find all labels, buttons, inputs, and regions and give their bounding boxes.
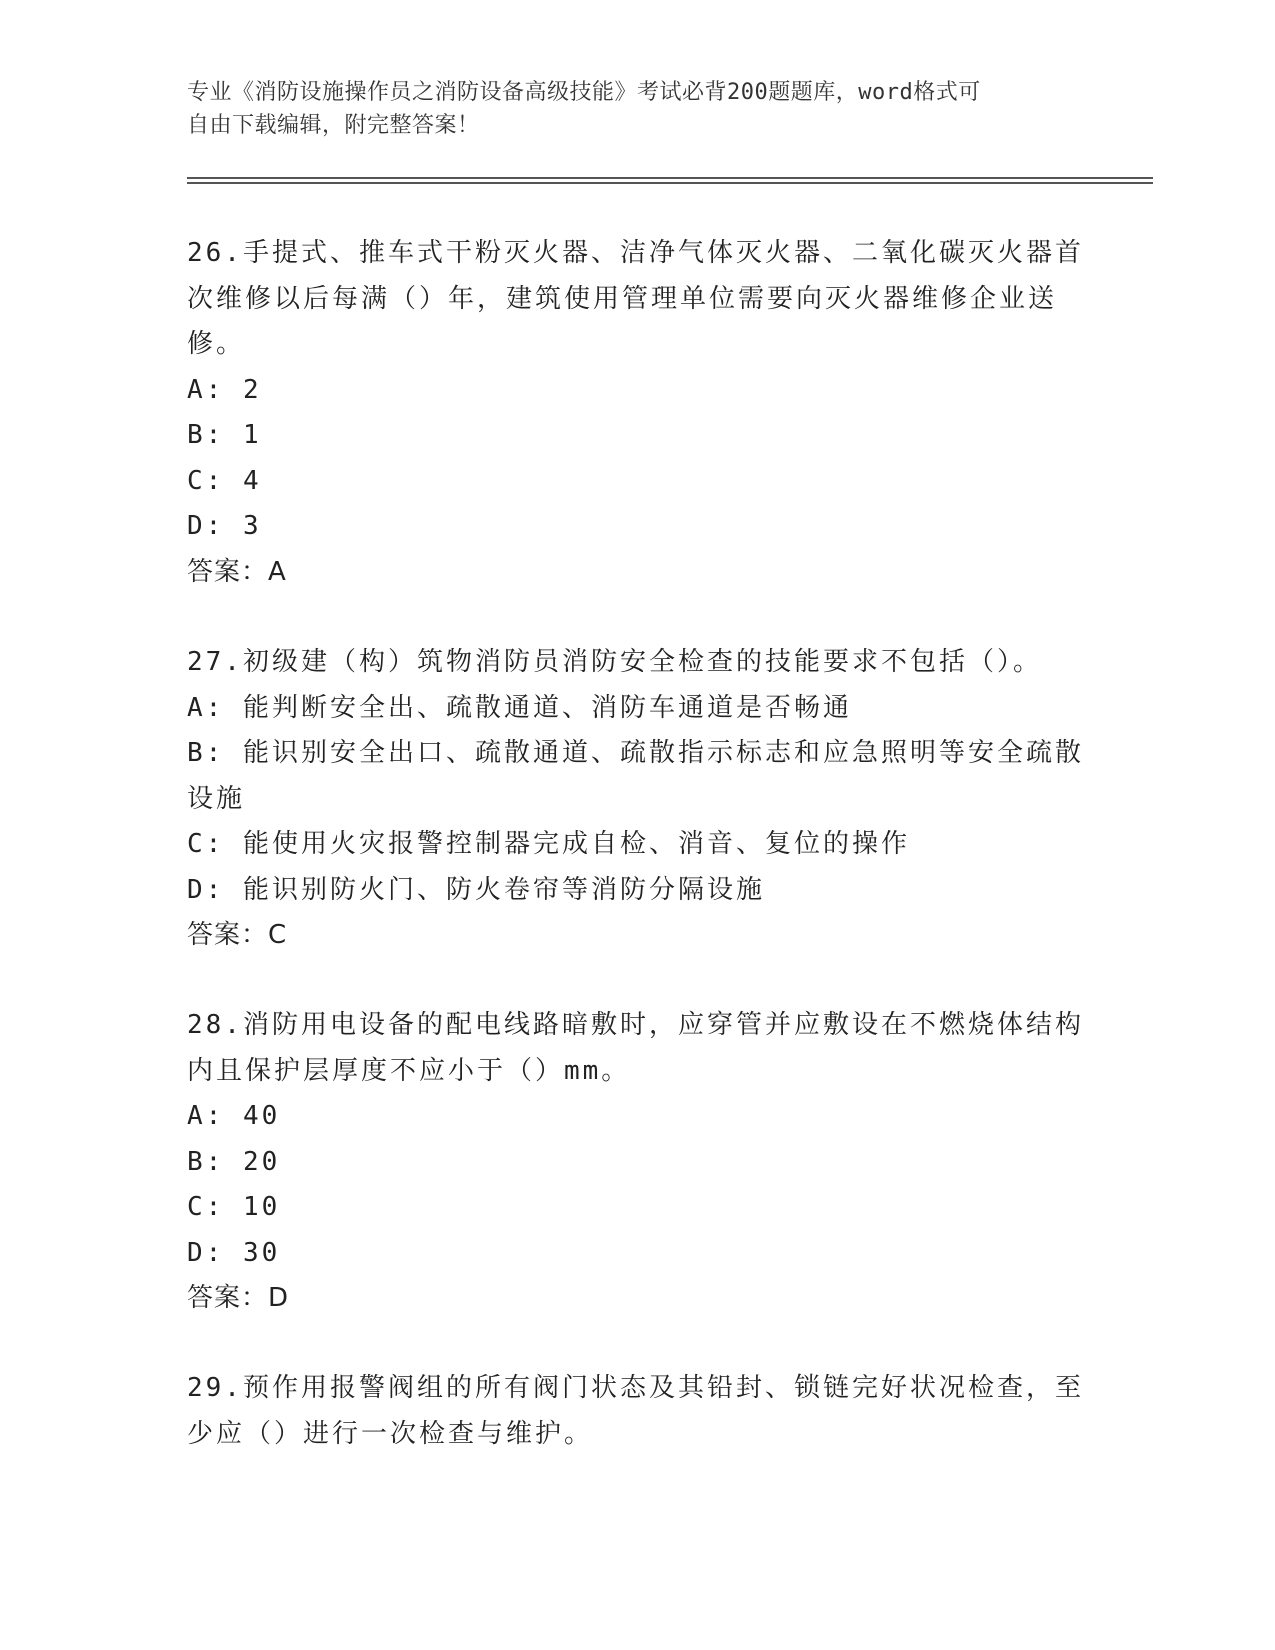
- option-c: C: 4: [187, 465, 262, 496]
- header-line-1: 专业《消防设施操作员之消防设备高级技能》考试必背200题题库，word格式可: [187, 80, 981, 105]
- question-29: [187, 1366, 1087, 1457]
- answer: 答案：A: [187, 556, 287, 587]
- option-c: C: 能使用火灾报警控制器完成自检、消音、复位的操作: [187, 829, 910, 859]
- question-text-line: 28.消防用电设备的配电线路暗敷时，应穿管并应敷设在不燃烧体结构: [187, 1010, 1084, 1040]
- option-b: B: 1: [187, 420, 262, 450]
- option-d: D: 3: [187, 511, 262, 541]
- option-a: A: 2: [187, 374, 262, 405]
- option-b: B: 20: [187, 1146, 281, 1177]
- header-divider-bottom: [187, 182, 1153, 184]
- question-text-line: 内且保护层厚度不应小于（）mm。: [187, 1055, 631, 1086]
- option-b: B: 能识别安全出口、疏散通道、疏散指示标志和应急照明等安全疏散: [187, 738, 1084, 768]
- question-text-line: 29.预作用报警阀组的所有阀门状态及其铅封、锁链完好状况检查，至: [187, 1373, 1084, 1403]
- header-line-2: 自由下载编辑，附完整答案！: [187, 113, 480, 138]
- question-text-line: 修。: [187, 329, 246, 359]
- option-b-continued: 设施: [187, 783, 246, 814]
- question-text-line: 少应（）进行一次检查与维护。: [187, 1418, 594, 1449]
- option-d: D: 能识别防火门、防火卷帘等消防分隔设施: [187, 874, 765, 905]
- answer: 答案：D: [187, 1283, 290, 1313]
- answer: 答案：C: [187, 920, 288, 950]
- option-d: D: 30: [187, 1237, 281, 1268]
- option-a: A: 能判断安全出、疏散通道、消防车通道是否畅通: [187, 692, 852, 723]
- question-text-line: 26.手提式、推车式干粉灭火器、洁净气体灭火器、二氧化碳灭火器首: [187, 238, 1084, 268]
- document-header: [187, 76, 1067, 142]
- option-c: C: 10: [187, 1192, 281, 1222]
- question-text-line: 27.初级建（构）筑物消防员消防安全检查的技能要求不包括（）。: [187, 647, 1042, 677]
- question-text-line: 次维修以后每满（）年，建筑使用管理单位需要向灭火器维修企业送: [187, 283, 1058, 314]
- option-a: A: 40: [187, 1101, 281, 1131]
- question-26: [187, 231, 1087, 595]
- header-divider-top: [187, 177, 1153, 179]
- question-28: [187, 1003, 1087, 1322]
- question-27: [187, 640, 1087, 959]
